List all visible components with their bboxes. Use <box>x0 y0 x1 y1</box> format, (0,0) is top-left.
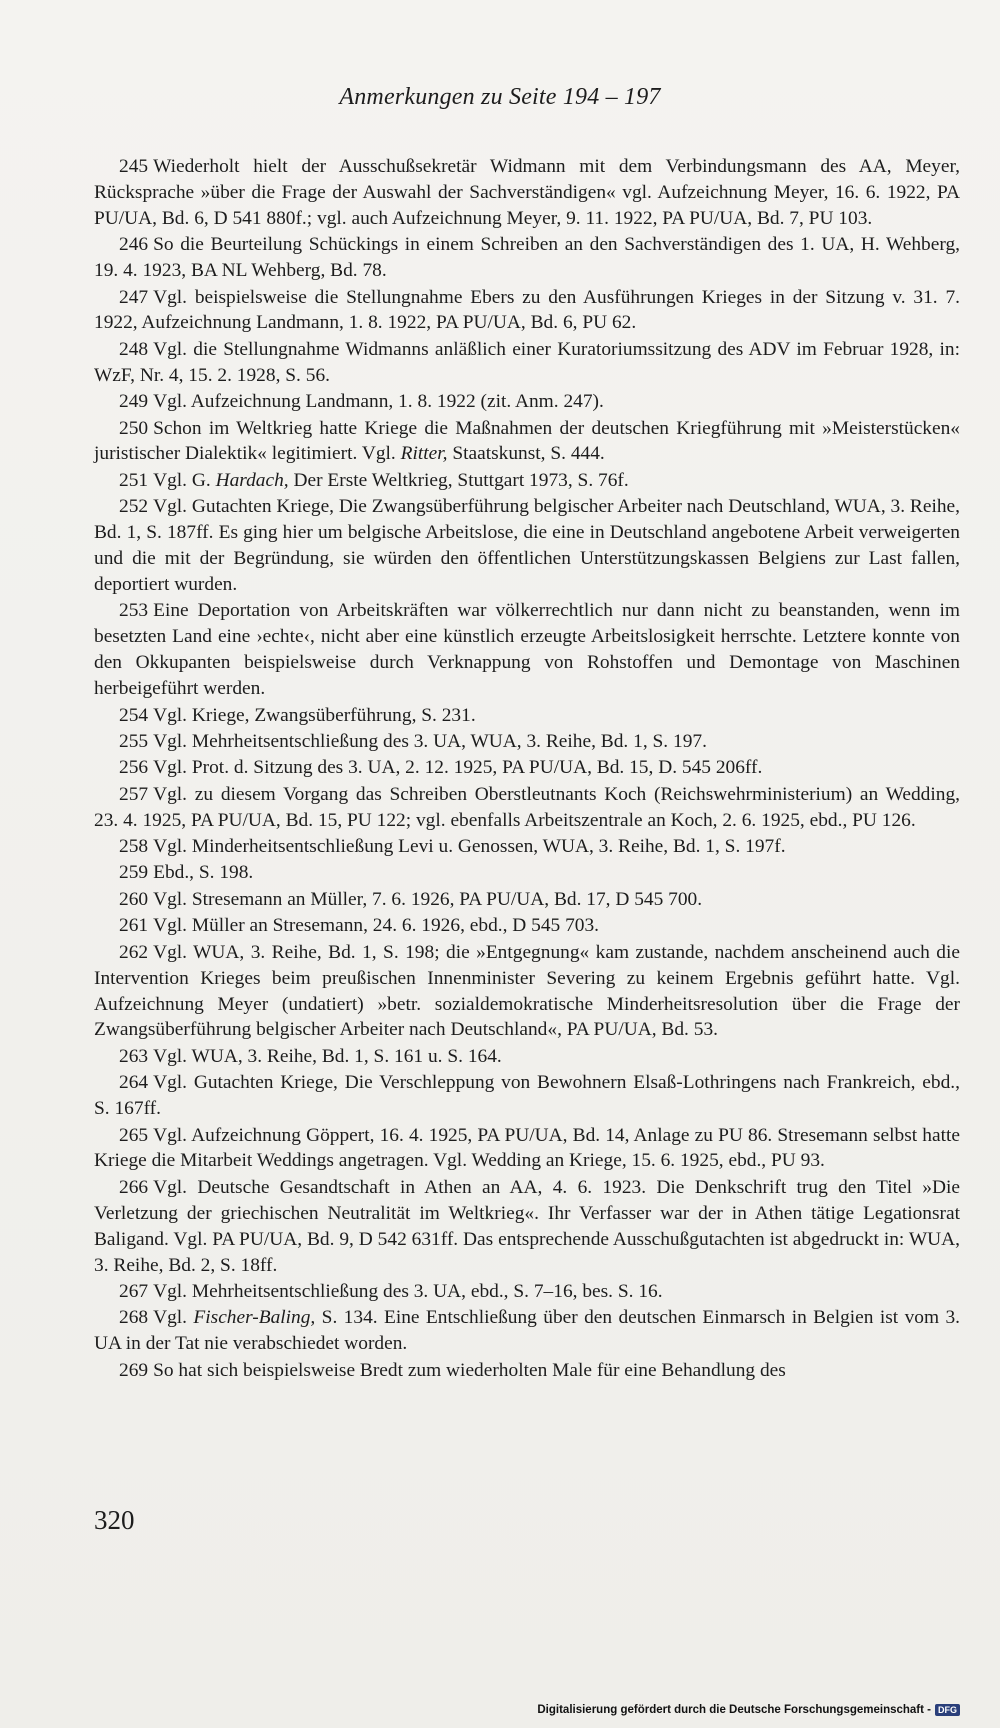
endnote-text: Vgl. Kriege, Zwangsüberführung, S. 231. <box>153 704 476 726</box>
endnote <box>94 232 960 284</box>
endnote-number: 246 <box>119 234 149 256</box>
endnote-number: 254 <box>119 704 149 726</box>
endnote-text: Vgl. Deutsche Gesandtschaft in Athen an AA, 4. 6. 1923. Die Denkschrift trug den Titel »Die Verletzung der griechischen Neutralität im Weltkrieg«. Ihr Verfasser war der in Athen tätige Legationsrat Baligand. Vgl. PA PU/UA, Bd. 9, D 542 631ff. Das entsprechende Ausschußgutachten ist abgedruckt in: WUA, 3. Reihe, Bd. 2, S. 18ff. <box>94 1176 960 1276</box>
endnote <box>94 729 960 755</box>
endnote <box>94 1123 960 1175</box>
endnote-text: Vgl. Mehrheitsentschließung des 3. UA, ebd., S. 7–16, bes. S. 16. <box>153 1280 663 1302</box>
endnote <box>94 940 960 1044</box>
endnote-text: Vgl. Aufzeichnung Göppert, 16. 4. 1925, PA PU/UA, Bd. 14, Anlage zu PU 86. Stresemann selbst hatte Kriege die Mitarbeit Weddings angetragen. Vgl. Wedding an Kriege, 15. 6. 1925, ebd., PU 93. <box>94 1124 960 1172</box>
digitization-footer <box>537 1704 960 1716</box>
endnote <box>94 782 960 834</box>
endnote-number: 269 <box>119 1359 149 1381</box>
endnote-text: Vgl. WUA, 3. Reihe, Bd. 1, S. 161 u. S. 164. <box>153 1045 502 1067</box>
endnote <box>94 834 960 860</box>
endnote <box>94 154 960 232</box>
endnote-number: 262 <box>119 941 149 963</box>
running-head: Anmerkungen zu Seite 194 – 197 <box>339 84 661 110</box>
endnote-text: Vgl. zu diesem Vorgang das Schreiben Oberstleutnants Koch (Reichswehrministerium) an Wedding, 23. 4. 1925, PA PU/UA, Bd. 15, PU 122; vgl. ebenfalls Arbeitszentrale an Koch, 2. 6. 1925, ebd., PU 126. <box>94 783 960 831</box>
endnote-text: So die Beurteilung Schückings in einem Schreiben an den Sachverständigen des 1. UA, H. Wehberg, 19. 4. 1923, BA NL Wehberg, Bd. 78. <box>94 234 960 282</box>
endnote-text: Vgl. Prot. d. Sitzung des 3. UA, 2. 12. 1925, PA PU/UA, Bd. 15, D. 545 206ff. <box>153 757 763 779</box>
endnote <box>94 389 960 415</box>
endnote-number: 268 <box>119 1307 149 1329</box>
endnote-number: 260 <box>119 888 149 910</box>
endnote-number: 245 <box>119 156 149 177</box>
endnote <box>94 1044 960 1070</box>
endnote-number: 250 <box>119 417 149 439</box>
endnote-text: Eine Deportation von Arbeitskräften war völkerrechtlich nur dann nicht zu beanstanden, wenn im besetzten Land eine ›echte‹, nicht aber eine künstlich erzeugte Arbeitslosigkeit herrschte. Letztere konnte von den Okkupanten beispielsweise durch Verknappung von Rohstoffen und Demontage von Maschinen herbeigeführt werden. <box>94 600 960 700</box>
endnote-text: Vgl. Stresemann an Müller, 7. 6. 1926, PA PU/UA, Bd. 17, D 545 700. <box>153 888 703 910</box>
endnote-number: 248 <box>119 338 149 360</box>
endnote-text: Vgl. G. Hardach, Der Erste Weltkrieg, Stuttgart 1973, S. 76f. <box>153 469 629 491</box>
dfg-logo: DFG <box>935 1704 960 1716</box>
endnote <box>94 468 960 494</box>
endnote <box>94 494 960 598</box>
endnote <box>94 416 960 468</box>
endnote-number: 258 <box>119 836 149 858</box>
endnote-text: Vgl. WUA, 3. Reihe, Bd. 1, S. 198; die »Entgegnung« kam zustande, nachdem anscheinend auch die Intervention Krieges beim preußischen Innenminister Severing zu keinem Ergebnis geführt hatte. Vgl. Aufzeichnung Meyer (undatiert) »betr. sozialdemokratische Minderheitsresolution über die Frage der Zwangsüberführung belgischer Arbeiter nach Deutschland«, PA PU/UA, Bd. 53. <box>94 941 960 1041</box>
endnote-text: Vgl. Gutachten Kriege, Die Verschleppung von Bewohnern Elsaß-Lothringens nach Frankreich, ebd., S. 167ff. <box>94 1072 960 1120</box>
endnote <box>94 1175 960 1279</box>
endnote-number: 264 <box>119 1072 149 1094</box>
endnote-text: Wiederholt hielt der Ausschußsekretär Widmann mit dem Verbindungsmann des AA, Meyer, Rücksprache »über die Frage der Auswahl der Sachverständigen« vgl. Aufzeichnung Meyer, 16. 6. 1922, PA PU/UA, Bd. 6, D 541 880f.; vgl. auch Aufzeichnung Meyer, 9. 11. 1922, PA PU/UA, Bd. 7, PU 103. <box>94 156 960 229</box>
footer-text: Digitalisierung gefördert durch die Deutsche Forschungsgemeinschaft - <box>537 1704 931 1716</box>
endnote-number: 255 <box>119 730 149 752</box>
endnote-text: Vgl. Mehrheitsentschließung des 3. UA, WUA, 3. Reihe, Bd. 1, S. 197. <box>153 730 707 752</box>
endnote <box>94 598 960 702</box>
endnote-number: 267 <box>119 1280 149 1302</box>
endnote-number: 253 <box>119 600 149 622</box>
endnote-text: Vgl. Fischer-Baling, S. 134. Eine Entschließung über den deutschen Einmarsch in Belgien ist vom 3. UA in der Tat nie verabschiedet worden. <box>94 1307 960 1355</box>
endnote <box>94 285 960 337</box>
endnote-number: 265 <box>119 1124 149 1146</box>
endnote-text: Schon im Weltkrieg hatte Kriege die Maßnahmen der deutschen Kriegführung mit »Meisterstücken« juristischer Dialektik« legitimiert. Vgl. Ritter, Staatskunst, S. 444. <box>94 417 960 465</box>
endnote-text: Ebd., S. 198. <box>153 862 254 884</box>
endnote <box>94 337 960 389</box>
endnote-number: 266 <box>119 1176 149 1198</box>
endnote-number: 257 <box>119 783 149 805</box>
endnote-text: Vgl. Gutachten Kriege, Die Zwangsüberführung belgischer Arbeiter nach Deutschland, WUA, 3. Reihe, Bd. 1, S. 187ff. Es ging hier um belgische Arbeitslose, die eine in Deutschland angebotene Arbeit verweigerten und die mit der Begründung, sie würden den öffentlichen Unterstützungskassen Belgiens zur Last fallen, deportiert wurden. <box>94 496 960 595</box>
endnote-number: 261 <box>119 915 149 937</box>
endnote <box>94 703 960 729</box>
endnote <box>94 913 960 939</box>
endnote <box>94 1305 960 1357</box>
endnote-number: 249 <box>119 391 149 413</box>
endnote <box>94 1070 960 1122</box>
endnote-text: Vgl. beispielsweise die Stellungnahme Ebers zu den Ausführungen Krieges in der Sitzung v. 31. 7. 1922, Aufzeichnung Landmann, 1. 8. 1922, PA PU/UA, Bd. 6, PU 62. <box>94 286 960 334</box>
endnote-number: 263 <box>119 1045 149 1067</box>
endnote-text: So hat sich beispielsweise Bredt zum wiederholten Male für eine Behandlung des <box>153 1359 786 1381</box>
endnote <box>94 887 960 913</box>
endnote-text: Vgl. Minderheitsentschließung Levi u. Genossen, WUA, 3. Reihe, Bd. 1, S. 197f. <box>153 836 786 858</box>
endnote <box>94 755 960 781</box>
endnote-text: Vgl. Aufzeichnung Landmann, 1. 8. 1922 (zit. Anm. 247). <box>153 391 604 413</box>
endnote-text: Vgl. Müller an Stresemann, 24. 6. 1926, ebd., D 545 703. <box>153 915 600 937</box>
endnote-text: Vgl. die Stellungnahme Widmanns anläßlich einer Kuratoriumssitzung des ADV im Februar 1928, in: WzF, Nr. 4, 15. 2. 1928, S. 56. <box>94 338 960 386</box>
endnote <box>94 1279 960 1305</box>
endnotes-list <box>94 154 960 1384</box>
endnote-number: 251 <box>119 469 149 491</box>
endnote <box>94 1358 960 1384</box>
endnote-number: 252 <box>119 496 149 518</box>
endnote <box>94 860 960 886</box>
endnote-number: 247 <box>119 286 149 308</box>
endnote-number: 259 <box>119 862 149 884</box>
endnote-number: 256 <box>119 757 149 779</box>
page-number: 320 <box>94 1505 135 1535</box>
